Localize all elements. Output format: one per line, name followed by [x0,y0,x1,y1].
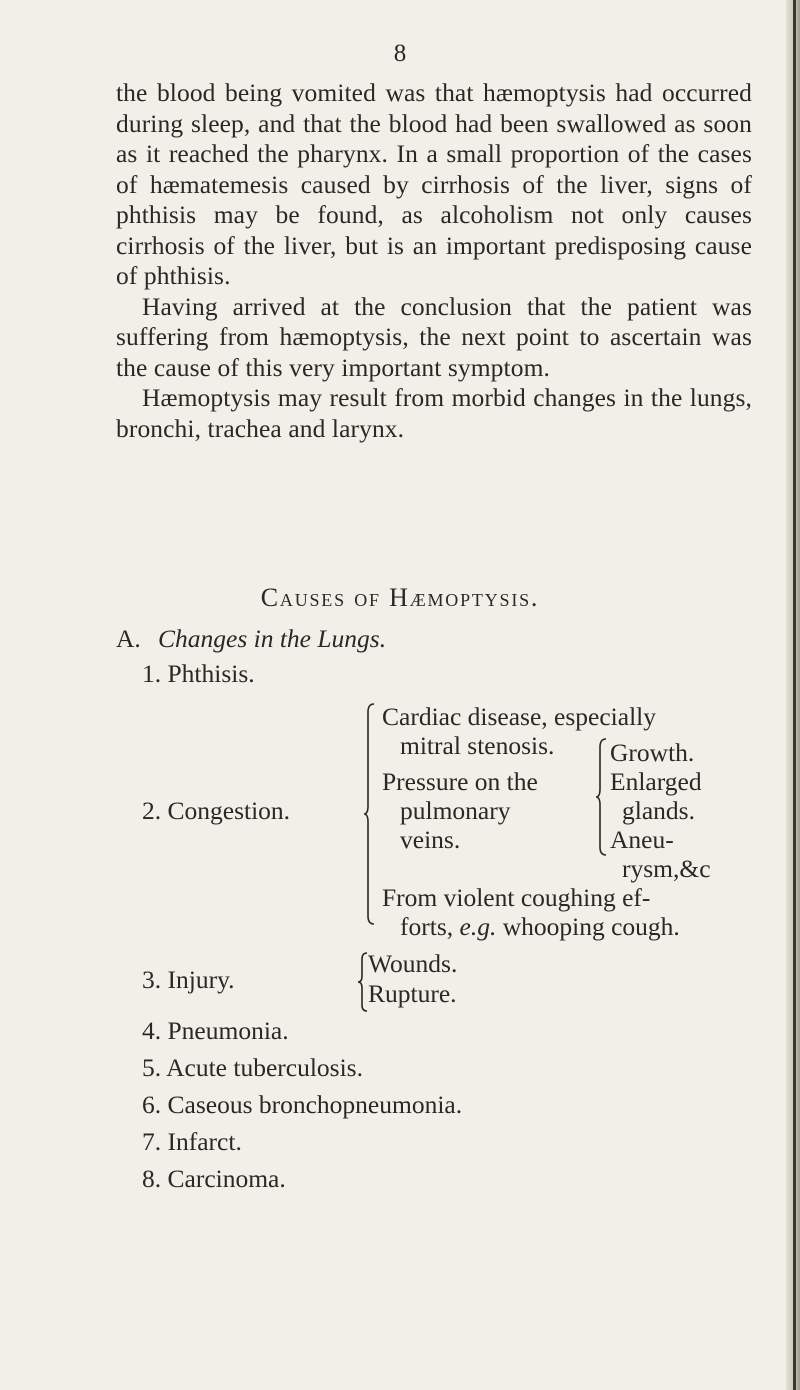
congestion-brace [364,702,378,926]
violent-coughing-prefix: forts, [400,912,460,941]
pressure-line-3: veins. [400,825,461,854]
pressure-brace [596,737,610,857]
aneurysm-line-1: Aneu- [610,825,674,854]
paragraph-2: Having arrived at the conclusion that the patient was suffering from hæmoptysis, the next point to ascertain was the cause of this very important symptom. [116,291,752,382]
page-edge-line [793,0,796,1390]
growth: Growth. [610,738,695,767]
pressure-line-1: Pressure on the [382,767,538,796]
aneurysm-line-2: rysm,&c [622,854,711,883]
cardiac-disease-line-1: Cardiac disease, especially [382,702,657,731]
violent-coughing-rest: whooping cough. [496,912,680,941]
pressure-line-2: pulmonary [400,796,511,825]
section-a-title: Changes in the Lungs. [158,624,387,653]
page-number: 8 [393,40,407,67]
item-infarct: 7. Infarct. [142,1127,242,1156]
wounds: Wounds. [368,949,458,978]
violent-coughing-line-2 [400,912,680,942]
body-text [116,78,752,444]
item-congestion: 2. Congestion. [142,796,291,825]
section-heading: Causes of Hæmoptysis. [260,583,540,612]
enlarged: Enlarged [610,767,702,796]
violent-coughing-line-1: From violent coughing ef- [382,883,651,912]
glands: glands. [622,796,695,825]
section-a-letter: A. [116,624,141,653]
paragraph-3: Hæmoptysis may result from morbid changes in the lungs, bronchi, trachea and larynx. [116,383,752,443]
item-phthisis: 1. Phthisis. [142,659,255,688]
item-pneumonia: 4. Pneumonia. [142,1016,289,1045]
violent-coughing-eg: e.g. [459,912,497,941]
paragraph-1: the blood being vomited was that hæmoptysis had occurred during sleep, and that the blood had been swallowed as soon as it reached the pharynx. In a small proportion of the cases of hæmatemesis caused by cirrhosis of the liver, signs of phthisis may be found, as alcoholism not only causes cirrhosis of the liver, but is an important predisposing cause of phthisis. [116,78,752,290]
item-injury: 3. Injury. [142,965,235,994]
item-caseous-bronchopneumonia: 6. Caseous bronchopneumonia. [142,1090,463,1119]
rupture: Rupture. [368,979,457,1008]
cardiac-disease-line-2: mitral stenosis. [400,731,555,760]
item-carcinoma: 8. Carcinoma. [142,1164,286,1193]
item-acute-tuberculosis: 5. Acute tuberculosis. [142,1053,363,1082]
